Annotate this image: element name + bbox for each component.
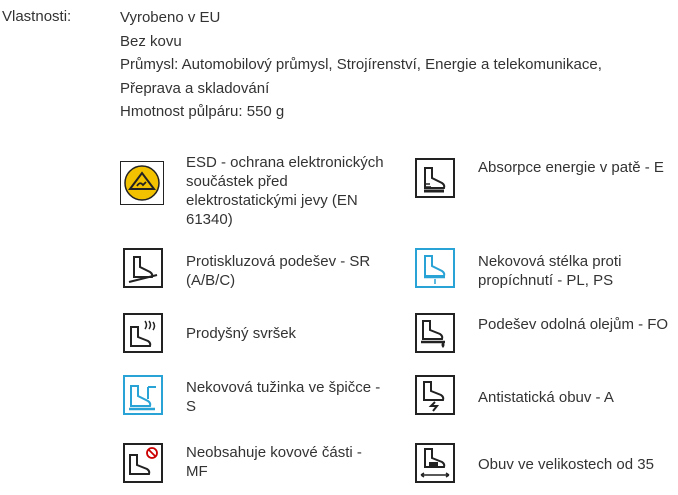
properties-list xyxy=(120,6,602,124)
antistatic-icon xyxy=(415,375,455,415)
feature-text: Nekovová tužinka ve špičce - S xyxy=(186,379,381,415)
property-line: Přeprava a skladování xyxy=(120,79,270,97)
feature-text: Nekovová stélka proti propíchnutí - PL, PS xyxy=(478,253,622,289)
metal-free-icon xyxy=(123,443,163,483)
non-metal-toecap-icon xyxy=(123,375,163,415)
feature-text: Podešev odolná olejům - FO xyxy=(478,316,669,333)
property-line: Průmysl: Automobilový průmysl, Strojírenství, Energie a telekomunikace, xyxy=(120,56,602,73)
properties-label: Vlastnosti: xyxy=(2,8,72,25)
size-icon xyxy=(415,443,455,483)
non-metal-insole-icon xyxy=(415,248,455,288)
property-line: Hmotnost půlpáru: 550 g xyxy=(120,103,285,120)
property-line: Bez kovu xyxy=(120,32,182,50)
feature-text: Protiskluzová podešev - SR (A/B/C) xyxy=(186,253,371,289)
breathable-upper-icon xyxy=(123,313,163,353)
feature-text: Antistatická obuv - A xyxy=(478,389,614,406)
feature-text: Obuv ve velikostech od 35 xyxy=(478,456,654,473)
feature-text: Neobsahuje kovové části - MF xyxy=(186,444,362,480)
heel-energy-absorption-icon xyxy=(415,158,455,198)
esd-icon xyxy=(120,161,164,209)
property-line: Vyrobeno v EU xyxy=(120,9,221,26)
oil-resistant-sole-icon xyxy=(415,313,455,353)
feature-text: Absorpce energie v patě - E xyxy=(478,159,664,176)
feature-text: Prodyšný svršek xyxy=(186,325,297,342)
slip-resistant-sole-icon xyxy=(123,248,163,288)
feature-text: ESD - ochrana elektronických součástek před elektrostatickými jevy (EN 61340) xyxy=(186,154,384,228)
